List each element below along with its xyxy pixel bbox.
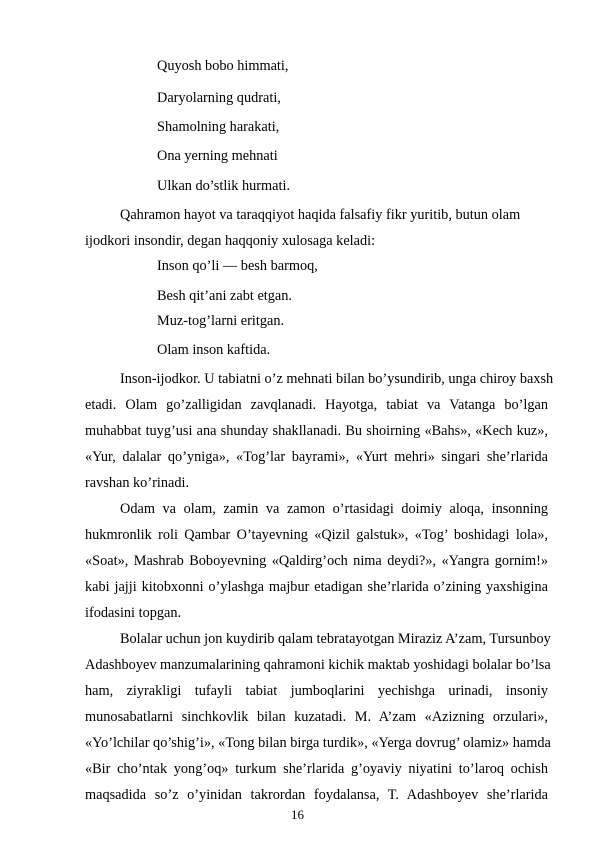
paragraph-line: Inson-ijodkor. U tabiatni o’z mehnati bilan bo’ysundirib, unga chiroy baxsh [120,371,554,387]
verse-line: Shamolning harakati, [157,119,280,135]
paragraph-line: Odam va olam, zamin va zamon o’rtasidagi doimiy aloqa, insonning [120,501,548,517]
paragraph-line: hukmronlik roli Qambar O’tayevning «Qizil galstuk», «Tog’ boshidagi lola», [85,527,548,543]
verse-line: Ona yerning mehnati [157,148,278,164]
page-number: 16 [291,807,304,822]
verse-line: Muz-tog’larni eritgan. [157,313,285,329]
paragraph-line: maqsadida so’z o’yinidan takrordan foydalansa, T. Adashboyev she’rlarida [85,787,548,803]
paragraph-line: ifodasini topgan. [85,605,182,621]
paragraph-line: «Bir cho’ntak yong’oq» turkum she’rlarida g’oyaviy niyatini to’laroq ochish [85,761,548,777]
paragraph-line: Adashboyev manzumalarining qahramoni kichik maktab yoshidagi bolalar bo’lsa [85,657,551,673]
paragraph-line: muhabbat tuyg’usi ana shunday shakllanadi. Bu shoirning «Bahs», «Kech kuz», [85,423,548,439]
verse-line: Quyosh bobo himmati, [157,58,289,74]
paragraph-line: etadi. Olam go’zalligidan zavqlanadi. Hayotga, tabiat va Vatanga bo’lgan [85,397,548,413]
verse-line: Besh qit’ani zabt etgan. [157,288,292,304]
paragraph-line: munosabatlarni sinchkovlik bilan kuzatadi. M. A’zam «Azizning orzulari», [85,709,548,725]
paragraph-line: ravshan ko’rinadi. [85,475,190,491]
verse-line: Inson qo’li — besh barmoq, [157,258,318,274]
paragraph-line: ham, ziyrakligi tufayli tabiat jumboqlarini yechishga urinadi, insoniy [85,683,548,699]
paragraph-line: Qahramon hayot va taraqqiyot haqida falsafiy fikr yuritib, butun olam [120,207,521,223]
verse-line: Daryolarning qudrati, [157,90,281,106]
paragraph-line: «Soat», Mashrab Boboyevning «Qaldirg’och nima deydi?», «Yangra gornim!» [85,553,548,569]
paragraph-line: Bolalar uchun jon kuydirib qalam tebratayotgan Miraziz A’zam, Tursunboy [120,631,551,647]
verse-line: Olam inson kaftida. [157,342,271,358]
paragraph-line: kabi jajji kitobxonni o’ylashga majbur etadigan she’rlarida o’zining yaxshigina [85,579,548,595]
verse-line: Ulkan do’stlik hurmati. [157,178,291,194]
paragraph-line: «Yur, dalalar qo’yniga», «Tog’lar bayrami», «Yurt mehri» singari she’rlarida [85,449,548,465]
paragraph-line: «Yo’lchilar qo’shig’i», «Tong bilan birga turdik», «Yerga dovrug’ olamiz» hamda [85,735,551,751]
paragraph-line: ijodkori insondir, degan haqqoniy xulosaga keladi: [85,233,376,249]
